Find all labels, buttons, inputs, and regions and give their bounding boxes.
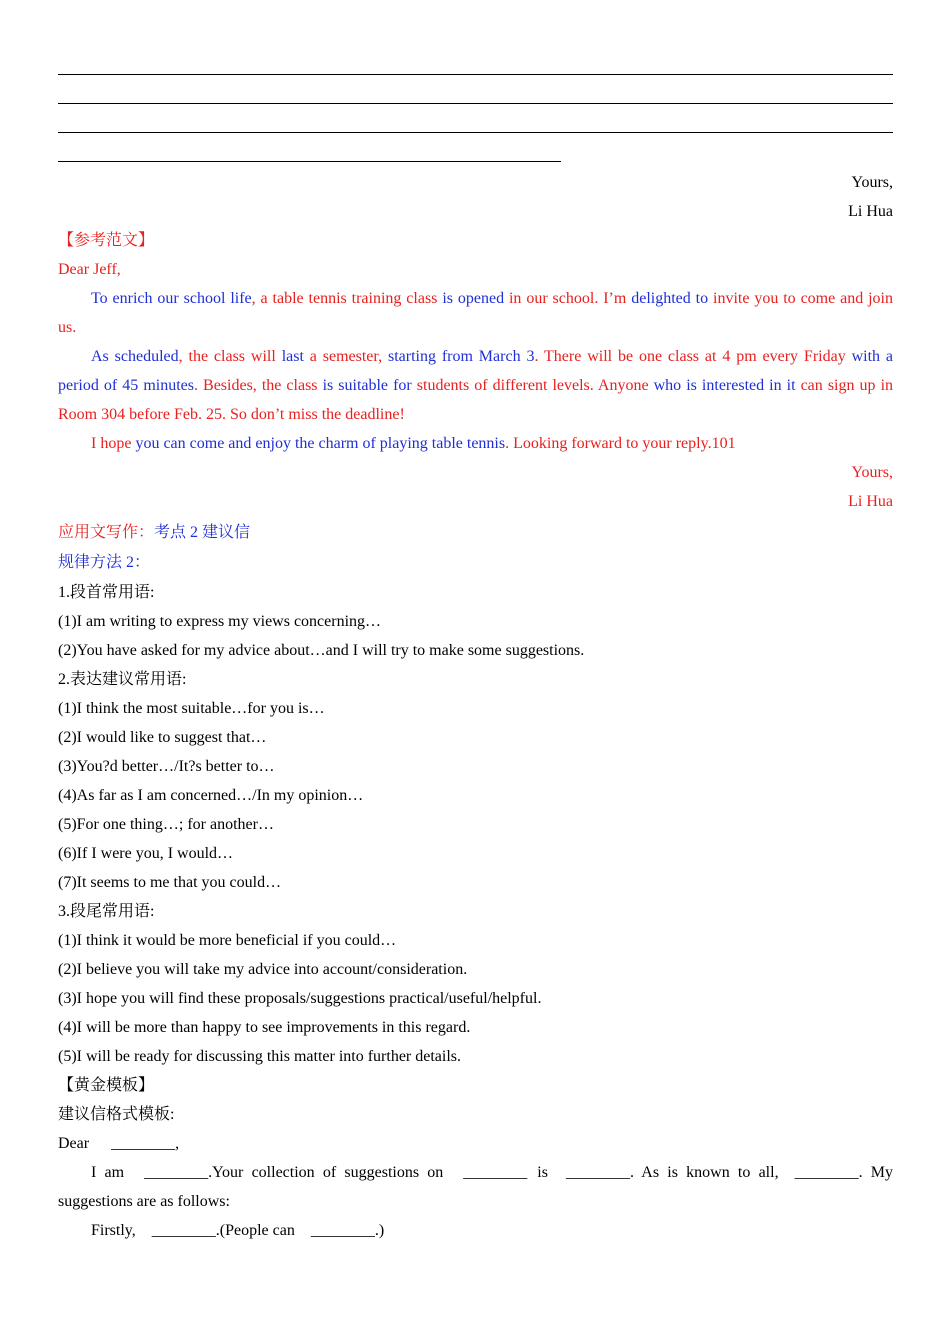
p1-segment: delighted to xyxy=(631,290,713,307)
p2-segment: students of different levels. Anyone xyxy=(416,377,654,394)
p2-segment: with a period of 45 minutes xyxy=(58,348,894,394)
template-blank: ________ xyxy=(463,1164,528,1181)
p2-segment: last xyxy=(281,348,310,365)
template-title: 建议信格式模板: xyxy=(58,1106,175,1123)
letter-paragraph-3 xyxy=(58,429,893,458)
template-blank: ________, xyxy=(111,1135,180,1152)
closing-yours: Yours, xyxy=(851,174,893,191)
template-text: ________. My suggestions are as follows: xyxy=(58,1164,894,1210)
list-item: (2)I believe you will take my advice into account/consideration. xyxy=(58,961,468,978)
section-2-list xyxy=(58,694,893,897)
answer-line xyxy=(58,132,893,133)
list-item: (4)I will be more than happy to see improvements in this regard. xyxy=(58,1019,471,1036)
answer-line xyxy=(58,74,893,75)
topic-label: 应用文写作： xyxy=(58,524,155,541)
letter-paragraph-2 xyxy=(58,342,893,429)
gold-template-heading: 【黄金模板】 xyxy=(58,1077,155,1094)
p2-segment: who is interested in it xyxy=(653,377,801,394)
p3-segment: you can come and enjoy the charm of playing table tennis xyxy=(135,435,506,452)
list-item: (3)I hope you will find these proposals/suggestions practical/useful/helpful. xyxy=(58,990,542,1007)
template-text: Firstly, xyxy=(91,1222,136,1239)
list-item: (5)I will be ready for discussing this matter into further details. xyxy=(58,1048,462,1065)
p1-segment: , a table tennis training class xyxy=(251,290,443,307)
list-item: (5)For one thing…; for another… xyxy=(58,816,274,833)
letter-greeting: Dear Jeff, xyxy=(58,261,121,278)
list-item: (4)As far as I am concerned…/In my opinion… xyxy=(58,787,364,804)
template-dear: Dear xyxy=(58,1135,90,1152)
p1-segment: is opened xyxy=(442,290,509,307)
p2-segment: . Besides, the class xyxy=(193,377,323,394)
topic-heading xyxy=(58,518,893,547)
closing-name: Li Hua xyxy=(848,203,893,220)
p3-segment: . Looking forward to your reply.101 xyxy=(505,435,736,452)
letter-closing-yours: Yours, xyxy=(851,464,893,481)
list-item: (1)I think the most suitable…for you is… xyxy=(58,700,325,717)
template-text: I am xyxy=(91,1164,125,1181)
template-text: ________.Your collection of suggestions on xyxy=(144,1164,444,1181)
template-line-2 xyxy=(58,1216,893,1245)
section-3-list xyxy=(58,926,893,1071)
list-item: (2)You have asked for my advice about…and I will try to make some suggestions. xyxy=(58,642,585,659)
p2-segment: starting from March 3 xyxy=(387,348,535,365)
document-page xyxy=(58,56,893,1245)
list-item: (2)I would like to suggest that… xyxy=(58,729,267,746)
list-item: (1)I am writing to express my views concerning… xyxy=(58,613,382,630)
list-item: (6)If I were you, I would… xyxy=(58,845,234,862)
p2-segment: . There will be one class at 4 pm every Friday xyxy=(534,348,852,365)
letter-closing-name: Li Hua xyxy=(848,493,893,510)
template-text: ________.(People can xyxy=(151,1222,295,1239)
letter-paragraph-1 xyxy=(58,284,893,342)
list-item: (3)You?d better…/It?s better to… xyxy=(58,758,275,775)
template-line-1 xyxy=(58,1158,893,1216)
p1-segment: in our school. I’m xyxy=(508,290,632,307)
p2-segment: , the class will xyxy=(178,348,282,365)
p3-segment: I hope xyxy=(91,435,136,452)
topic-name: 考点 2 建议信 xyxy=(154,524,251,541)
p2-segment: As scheduled xyxy=(91,348,179,365)
list-item: (1)I think it would be more beneficial if you could… xyxy=(58,932,397,949)
p1-segment: invite you to come and join us. xyxy=(58,290,894,336)
reference-heading: 【参考范文】 xyxy=(58,232,155,249)
list-item: (7)It seems to me that you could… xyxy=(58,874,282,891)
section-3-title: 3.段尾常用语: xyxy=(58,903,155,920)
answer-line xyxy=(58,103,893,104)
section-2-title: 2.表达建议常用语: xyxy=(58,671,187,688)
template-text: is xyxy=(537,1164,548,1181)
p2-segment: can sign up in Room 304 before Feb. 25. So don’t miss the deadline! xyxy=(58,377,894,423)
p2-segment: a semester, xyxy=(309,348,388,365)
template-text: ________. As is known to all, xyxy=(565,1164,779,1181)
template-blank: ________.) xyxy=(310,1222,385,1239)
section-1-title: 1.段首常用语: xyxy=(58,584,155,601)
p1-segment: To enrich our school life xyxy=(91,290,252,307)
section-1-list xyxy=(58,607,893,665)
template-dear-line xyxy=(58,1129,893,1158)
method-title: 规律方法 2： xyxy=(58,554,151,571)
p2-segment: is suitable for xyxy=(322,377,417,394)
